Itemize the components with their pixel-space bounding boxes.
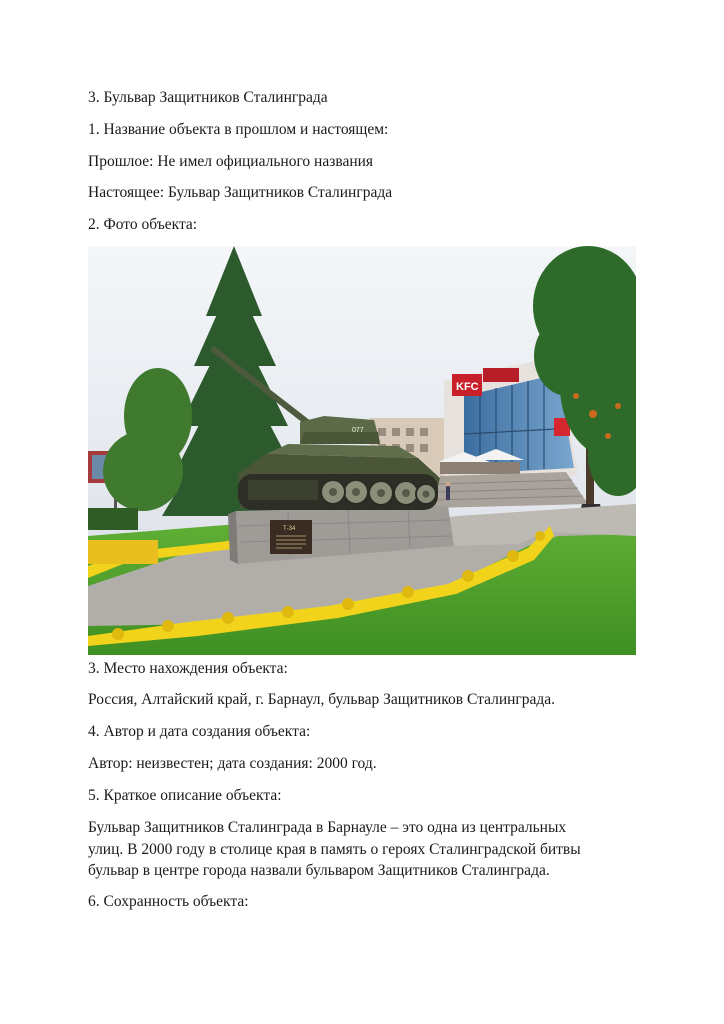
present-name: Настоящее: Бульвар Защитников Сталинграда: [88, 184, 393, 201]
item-2-label: 2. Фото объекта:: [88, 216, 198, 233]
description-line: улиц. В 2000 году в столице края в память о героях Сталинградской битвы: [88, 840, 581, 858]
author-text: Автор: неизвестен; дата создания: 2000 год.: [88, 755, 377, 772]
kfc-sign-text: KFC: [456, 381, 479, 393]
photo-illustration: [88, 246, 636, 655]
past-name: Прошлое: Не имел официального названия: [88, 153, 374, 170]
description-line: Бульвар Защитников Сталинграда в Барнауле – это одна из центральных: [88, 819, 567, 836]
location-text: Россия, Алтайский край, г. Барнаул, бульвар Защитников Сталинграда.: [88, 691, 556, 708]
item-4-label: 4. Автор и дата создания объекта:: [88, 723, 311, 740]
item-1-label: 1. Название объекта в прошлом и настоящем:: [88, 121, 389, 138]
plaque-text: Т-34: [283, 526, 296, 532]
item-3-label: 3. Место нахождения объекта:: [88, 660, 288, 677]
item-5-label: 5. Краткое описание объекта:: [88, 787, 282, 804]
description-paragraph: [88, 817, 648, 882]
object-photo: [88, 246, 636, 655]
section-heading: 3. Бульвар Защитников Сталинграда: [88, 89, 328, 106]
description-line: бульвар в центре города назвали бульваром Защитников Сталинграда.: [88, 862, 550, 879]
item-6-label: 6. Сохранность объекта:: [88, 893, 249, 910]
tank-number: 077: [352, 427, 364, 434]
